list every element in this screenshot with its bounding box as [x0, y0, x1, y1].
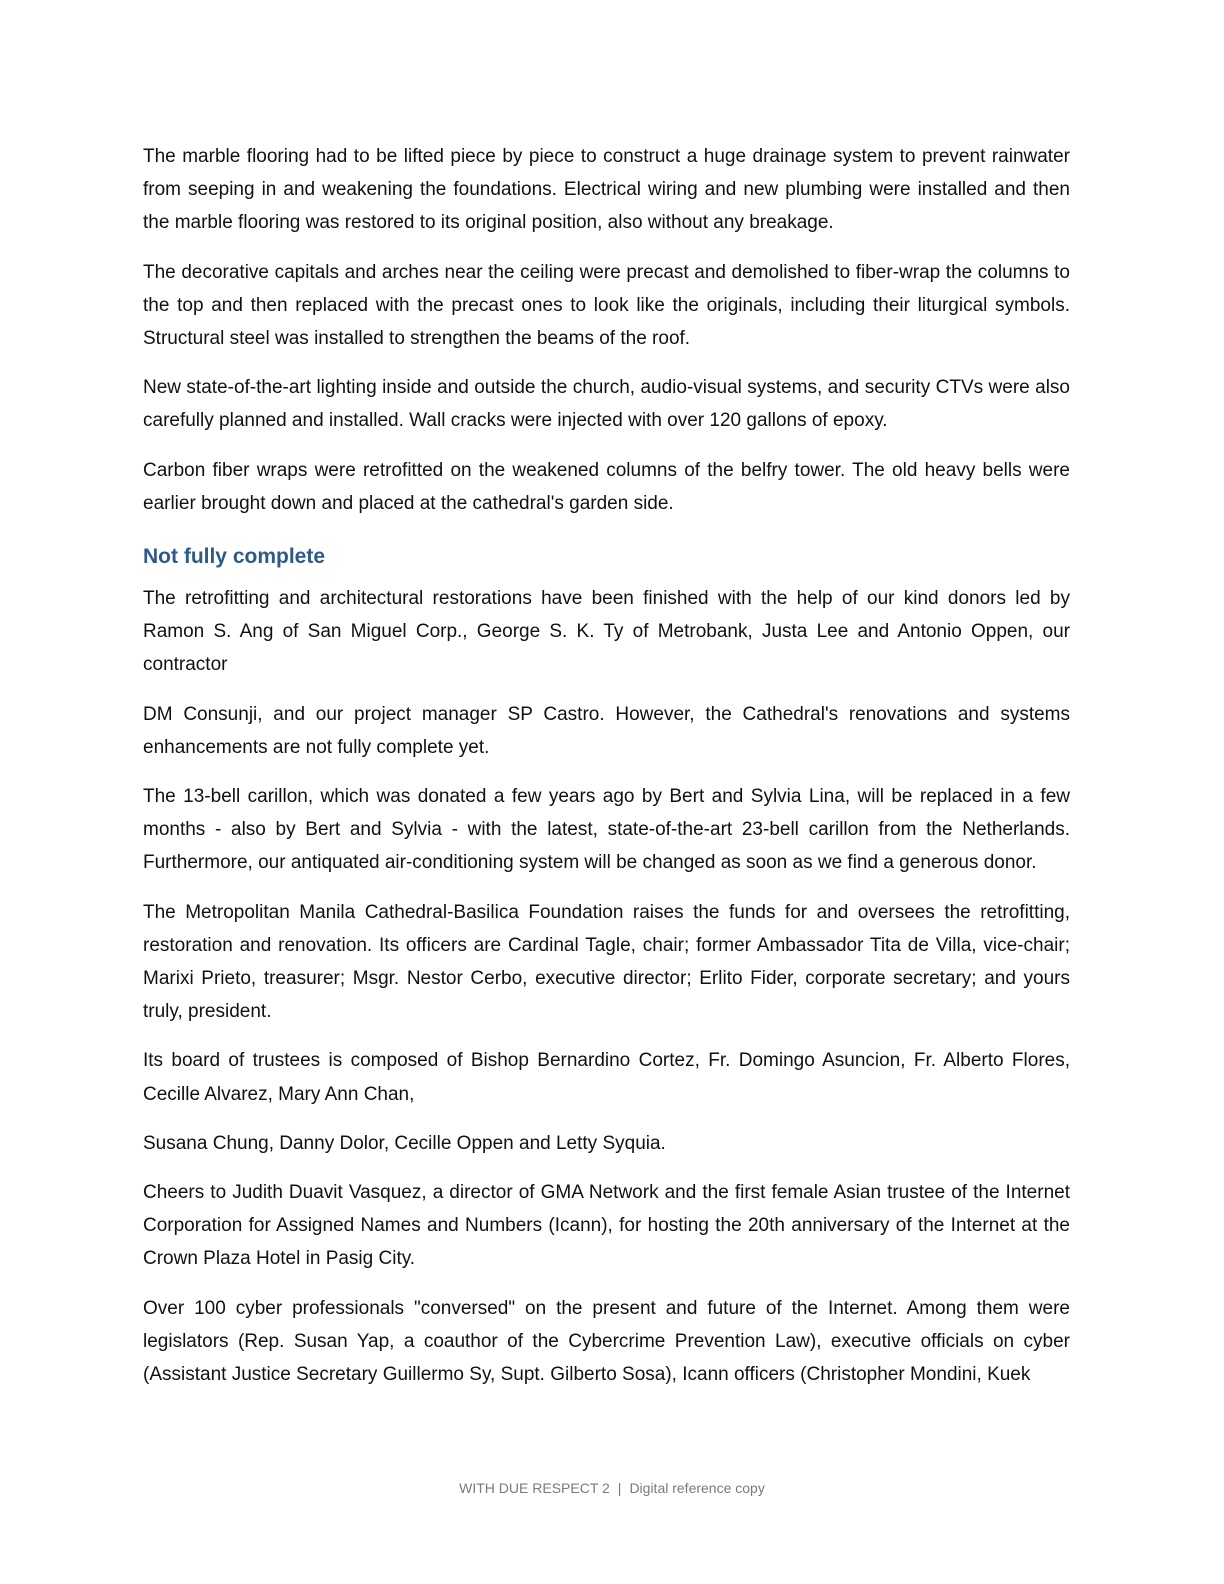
footer-separator: | — [617, 1480, 622, 1496]
page-footer — [0, 1478, 1224, 1498]
paragraph-carillon: The 13-bell carillon, which was donated a few years ago by Bert and Sylvia Lina, will be replaced in a few months - also by Bert and Sylvia - with the latest, state-of-the-art 23-bell carillon from the Netherlands. Furthermore, our antiquated air-conditioning system will be changed as soon as we find a generous donor. — [143, 786, 1070, 874]
paragraph-marble-flooring: The marble flooring had to be lifted piece by piece to construct a huge drainage system to prevent rainwater from seeping in and weakening the foundations. Electrical wiring and new plumbing were installed and then the marble flooring was restored to its original position, also without any breakage. — [143, 146, 1070, 234]
paragraph-cyber-professionals: Over 100 cyber professionals "conversed" on the present and future of the Internet. Among them were legislators (Rep. Susan Yap, a coauthor of the Cybercrime Prevention Law), executive officials on cyber (Assistant Justice Secretary Guillermo Sy, Supt. Gilberto Sosa), Icann officers (Christopher Mondini, Kuek — [143, 1297, 1070, 1386]
footer-note: Digital reference copy — [629, 1480, 765, 1496]
paragraph-icann-cheers: Cheers to Judith Duavit Vasquez, a director of GMA Network and the first female Asian trustee of the Internet Corporation for Assigned Names and Numbers (Icann), for hosting the 20th anniversary of the Internet at the Crown Plaza Hotel in Pasig City. — [143, 1182, 1070, 1270]
paragraph-trustees-continued: Susana Chung, Danny Dolor, Cecille Oppen and Letty Syquia. — [143, 1132, 666, 1154]
footer-title: WITH DUE RESPECT 2 — [459, 1480, 610, 1496]
paragraph-lighting-systems: New state-of-the-art lighting inside and outside the church, audio-visual systems, and security CTVs were also carefully planned and installed. Wall cracks were injected with over 120 gallons of epoxy. — [143, 377, 1070, 432]
paragraph-foundation: The Metropolitan Manila Cathedral-Basilica Foundation raises the funds for and oversees the retrofitting, restoration and renovation. Its officers are Cardinal Tagle, chair; former Ambassador Tita de Villa, vice-chair; Marixi Prieto, treasurer; Msgr. Nestor Cerbo, executive director; Erlito Fider, corporate secretary; and yours truly, president. — [143, 901, 1070, 1023]
paragraph-donors: The retrofitting and architectural restorations have been finished with the help of our kind donors led by Ramon S. Ang of San Miguel Corp., George S. K. Ty of Metrobank, Justa Lee and Antonio Oppen, our contractor — [143, 588, 1070, 676]
paragraph-consunji: DM Consunji, and our project manager SP Castro. However, the Cathedral's renovations and systems enhancements are not fully complete yet. — [143, 703, 1070, 758]
document-page — [143, 140, 1070, 1407]
section-heading: Not fully complete — [143, 545, 326, 569]
paragraph-carbon-fiber: Carbon fiber wraps were retrofitted on the weakened columns of the belfry tower. The old heavy bells were earlier brought down and placed at the cathedral's garden side. — [143, 459, 1070, 514]
paragraph-board-trustees: Its board of trustees is composed of Bishop Bernardino Cortez, Fr. Domingo Asuncion, Fr. Alberto Flores, Cecille Alvarez, Mary Ann Chan, — [143, 1050, 1070, 1105]
paragraph-decorative-capitals: The decorative capitals and arches near the ceiling were precast and demolished to fiber-wrap the columns to the top and then replaced with the precast ones to look like the originals, including their liturgical symbols. Structural steel was installed to strengthen the beams of the roof. — [143, 261, 1070, 350]
